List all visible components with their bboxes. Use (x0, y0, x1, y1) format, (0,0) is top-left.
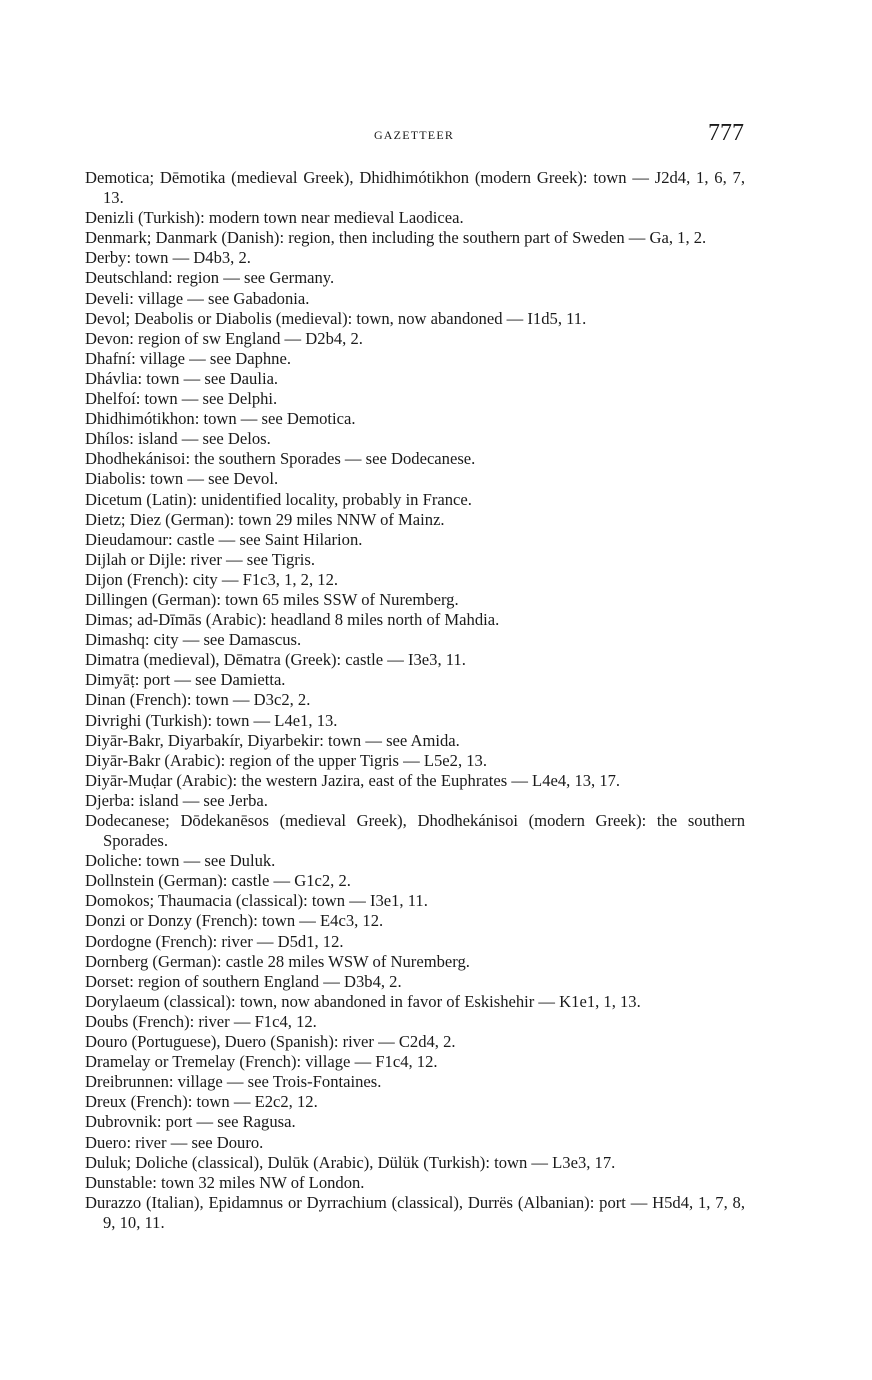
gazetteer-entry: Dramelay or Tremelay (French): village — F1c4, 12. (85, 1052, 438, 1072)
gazetteer-entry: Devol; Deabolis or Diabolis (medieval): town, now abandoned — I1d5, 11. (85, 308, 587, 328)
gazetteer-entry: Dimatra (medieval), Dēmatra (Greek): castle — I3e3, 11. (85, 650, 466, 670)
gazetteer-entries (85, 168, 745, 1233)
gazetteer-entry: Dorylaeum (classical): town, now abandoned in favor of Eskishehir — K1e1, 1, 13. (85, 991, 641, 1011)
gazetteer-entry: Dordogne (French): river — D5d1, 12. (85, 931, 344, 951)
gazetteer-entry: Dhelfoí: town — see Delphi. (85, 389, 278, 409)
gazetteer-entry: Dhafní: village — see Daphne. (85, 348, 291, 368)
gazetteer-entry: Dhílos: island — see Delos. (85, 429, 271, 449)
gazetteer-entry: Dhodhekánisoi: the southern Sporades — see Dodecanese. (85, 449, 476, 469)
running-head: GAZETTEER (373, 128, 455, 142)
gazetteer-entry: Duero: river — see Douro. (85, 1132, 264, 1152)
gazetteer-entry: Demotica; Dēmotika (medieval Greek), Dhidhimótikhon (modern Greek): town — J2d4, 1, 6, 7, 13. (85, 168, 745, 208)
gazetteer-entry: Dimashq: city — see Damascus. (85, 630, 302, 650)
gazetteer-entry: Dinan (French): town — D3c2, 2. (85, 690, 311, 710)
gazetteer-entry: Develi: village — see Gabadonia. (85, 288, 310, 308)
gazetteer-entry: Devon: region of sw England — D2b4, 2. (85, 328, 363, 348)
page-number: 777 (708, 120, 744, 146)
gazetteer-entry: Dubrovnik: port — see Ragusa. (85, 1112, 296, 1132)
gazetteer-entry: Domokos; Thaumacia (classical): town — I3e1, 11. (85, 891, 428, 911)
gazetteer-entry: Douro (Portuguese), Duero (Spanish): river — C2d4, 2. (85, 1032, 456, 1052)
gazetteer-entry: Dunstable: town 32 miles NW of London. (85, 1172, 365, 1192)
gazetteer-entry: Dorset: region of southern England — D3b4, 2. (85, 971, 402, 991)
gazetteer-entry: Duluk; Doliche (classical), Dulūk (Arabic), Dülük (Turkish): town — L3e3, 17. (85, 1152, 616, 1172)
gazetteer-entry: Doubs (French): river — F1c4, 12. (85, 1011, 317, 1031)
gazetteer-entry: Diabolis: town — see Devol. (85, 469, 279, 489)
gazetteer-entry: Dreux (French): town — E2c2, 12. (85, 1092, 318, 1112)
gazetteer-entry: Denmark; Danmark (Danish): region, then including the southern part of Sweden — Ga, 1, 2. (85, 228, 707, 248)
gazetteer-entry: Dicetum (Latin): unidentified locality, probably in France. (85, 489, 472, 509)
gazetteer-entry: Dhávlia: town — see Daulia. (85, 368, 279, 388)
gazetteer-entry: Dijon (French): city — F1c3, 1, 2, 12. (85, 569, 339, 589)
gazetteer-entry: Donzi or Donzy (French): town — E4c3, 12. (85, 911, 384, 931)
gazetteer-entry: Dieudamour: castle — see Saint Hilarion. (85, 529, 363, 549)
gazetteer-entry: Diyār-Bakr, Diyarbakír, Diyarbekir: town — see Amida. (85, 730, 460, 750)
page-header (80, 118, 748, 154)
gazetteer-entry: Dietz; Diez (German): town 29 miles NNW of Mainz. (85, 509, 445, 529)
gazetteer-entry: Diyār-Bakr (Arabic): region of the upper Tigris — L5e2, 13. (85, 750, 487, 770)
gazetteer-entry: Denizli (Turkish): modern town near medieval Laodicea. (85, 208, 464, 228)
gazetteer-entry: Durazzo (Italian), Epidamnus or Dyrrachium (classical), Durrës (Albanian): port — H5d4, 1, 7, 8, 9, 10, 11. (85, 1192, 745, 1232)
gazetteer-entry: Dimas; ad-Dīmās (Arabic): headland 8 miles north of Mahdia. (85, 610, 500, 630)
gazetteer-entry: Diyār-Muḍar (Arabic): the western Jazira, east of the Euphrates — L4e4, 13, 17. (85, 770, 621, 790)
gazetteer-entry: Dreibrunnen: village — see Trois-Fontaines. (85, 1072, 382, 1092)
gazetteer-entry: Djerba: island — see Jerba. (85, 790, 268, 810)
gazetteer-entry: Dollnstein (German): castle — G1c2, 2. (85, 871, 351, 891)
gazetteer-entry: Dhidhimótikhon: town — see Demotica. (85, 409, 356, 429)
gazetteer-entry: Derby: town — D4b3, 2. (85, 248, 251, 268)
gazetteer-entry: Dodecanese; Dōdekanēsos (medieval Greek), Dhodhekánisoi (modern Greek): the southern Sporades. (85, 811, 745, 851)
gazetteer-entry: Deutschland: region — see Germany. (85, 268, 335, 288)
gazetteer-entry: Divrighi (Turkish): town — L4e1, 13. (85, 710, 338, 730)
gazetteer-entry: Dimyāṭ: port — see Damietta. (85, 670, 286, 690)
gazetteer-entry: Dillingen (German): town 65 miles SSW of Nuremberg. (85, 589, 459, 609)
gazetteer-entry: Dornberg (German): castle 28 miles WSW of Nuremberg. (85, 951, 470, 971)
gazetteer-entry: Doliche: town — see Duluk. (85, 851, 276, 871)
gazetteer-entry: Dijlah or Dijle: river — see Tigris. (85, 549, 315, 569)
